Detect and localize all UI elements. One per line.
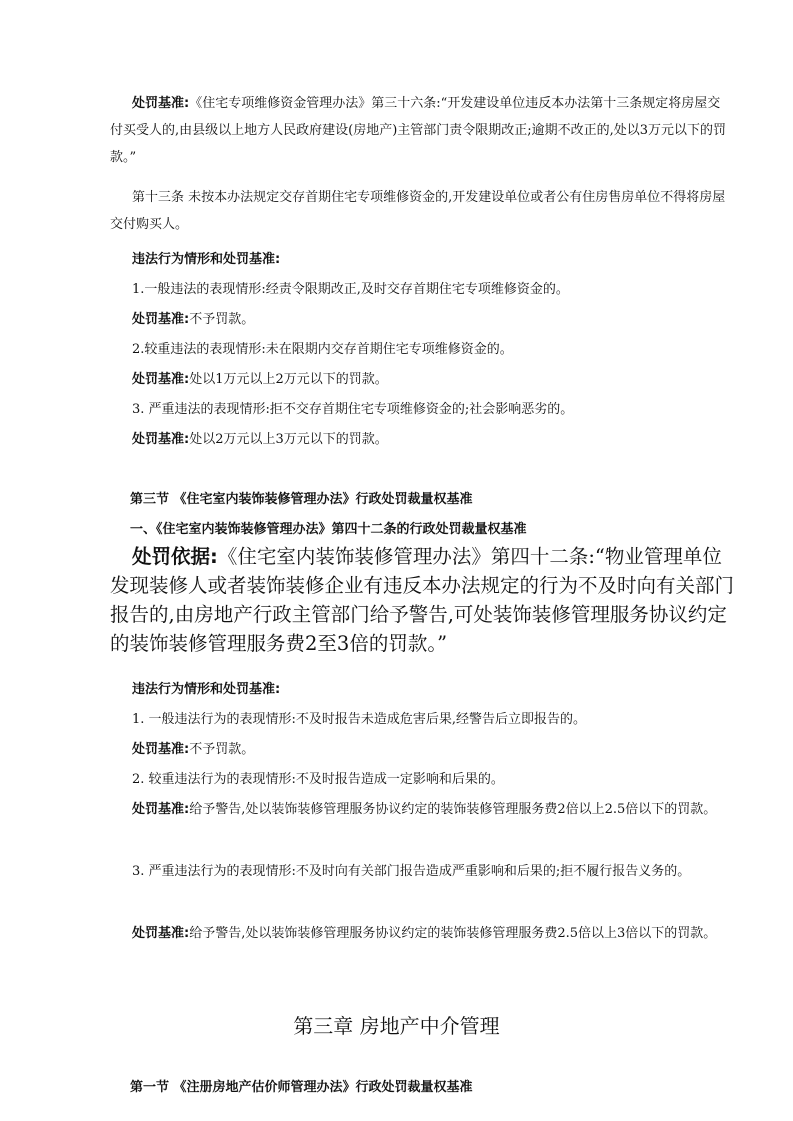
basis-label: 处罚依据: (132, 545, 218, 568)
penalty-standard-art36 (110, 90, 730, 171)
chapter-3-title: 第三章 房地产中介管理 (293, 1014, 500, 1038)
penalty-text: 《住宅专项维修资金管理办法》第三十六条:“开发建设单位违反本办法第十三条规定将房屋交付买受人的,由县级以上地方人民政府建设(房地产)主管部门责令限期改正;逾期不改正的,处以3万元以下的罚款。” (110, 96, 727, 165)
section-1-title: 第一节 《注册房地产估价师管理办法》行政处罚裁量权基准 (130, 1080, 473, 1095)
penalty-2-2: 处罚基准:给予警告,处以装饰装修管理服务协议约定的装饰装修管理服务费2倍以上2.5倍以下的罚款。 (132, 802, 717, 817)
item-2-3: 3. 严重违法行为的表现情形:不及时向有关部门报告造成严重影响和后果的;拒不履行报告义务的。 (132, 864, 691, 879)
article-13-text: 第十三条 未按本办法规定交存首期住宅专项维修资金的,开发建设单位或者公有住房售房单位不得将房屋交付购买人。 (110, 190, 726, 232)
item-1-1: 1.一般违法的表现情形:经责令限期改正,及时交存首期住宅专项维修资金的。 (132, 282, 569, 297)
item-2-2: 2. 较重违法行为的表现情形:不及时报告造成一定影响和后果的。 (132, 772, 504, 787)
penalty-label: 处罚基准: (132, 96, 190, 111)
penalty-1-3: 处罚基准:处以2万元以上3万元以下的罚款。 (132, 432, 388, 447)
basis-text: 《住宅室内装饰装修管理办法》第四十二条:“物业管理单位发现装修人或者装饰装修企业有违反本办法规定的行为不及时向有关部门报告的,由房地产行政主管部门给予警告,可处装饰装修管理服务协议约定的装饰装修管理服务费2至3倍的罚款。” (110, 545, 735, 655)
penalty-1-2: 处罚基准:处以1万元以上2万元以下的罚款。 (132, 372, 388, 387)
item-1-3: 3. 严重违法的表现情形:拒不交存首期住宅专项维修资金的;社会影响恶劣的。 (132, 402, 574, 417)
item-1-2: 2.较重违法的表现情形:未在限期内交存首期住宅专项维修资金的。 (132, 342, 513, 357)
penalty-2-3: 处罚基准:给予警告,处以装饰装修管理服务协议约定的装饰装修管理服务费2.5倍以上3倍以下的罚款。 (132, 926, 717, 941)
penalty-basis-art42 (110, 542, 740, 658)
violation-heading-1: 违法行为情形和处罚基准: (132, 252, 281, 267)
penalty-2-1: 处罚基准:不予罚款。 (132, 742, 255, 757)
section-3-title: 第三节 《住宅室内装饰装修管理办法》行政处罚裁量权基准 (130, 492, 473, 507)
item-2-1: 1. 一般违法行为的表现情形:不及时报告未造成危害后果,经警告后立即报告的。 (132, 712, 587, 727)
subsection-1-title: 一、《住宅室内装饰装修管理办法》第四十二条的行政处罚裁量权基准 (130, 522, 527, 537)
penalty-1-1: 处罚基准:不予罚款。 (132, 312, 255, 327)
violation-heading-2: 违法行为情形和处罚基准: (132, 682, 281, 697)
